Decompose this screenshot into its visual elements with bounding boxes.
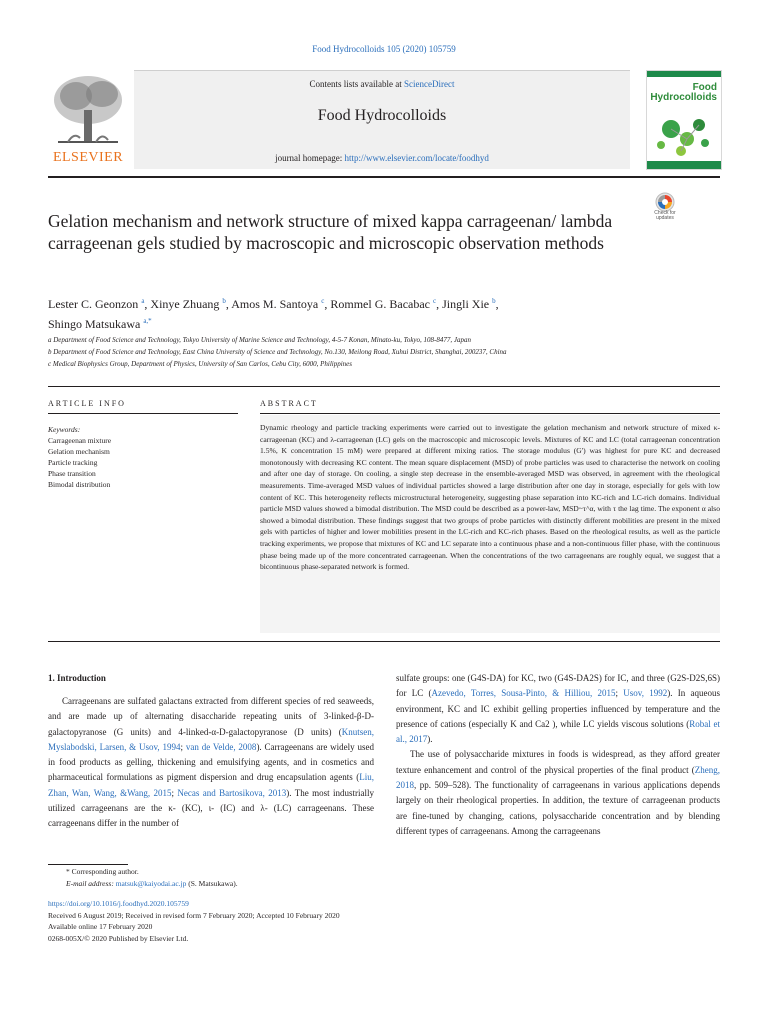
keyword: Phase transition — [48, 469, 96, 478]
keyword: Bimodal distribution — [48, 480, 111, 489]
citation-link[interactable]: Usov, 1992 — [623, 688, 668, 699]
check-for-updates-label — [652, 211, 678, 221]
keyword: Particle tracking — [48, 458, 98, 467]
keyword: Gelation mechanism — [48, 447, 110, 456]
email-suffix: (S. Matsukawa). — [186, 879, 238, 888]
masthead-banner — [134, 70, 630, 169]
author-affiliation-marker[interactable]: c — [433, 297, 437, 305]
intro-paragraph: The use of polysaccharide mixtures in foods is widespread, as they afford greater texture enhancement and control of the physical properties of the final product (Zheng, 2018, pp. 509–528). The functionality of carrageenans in various applications depends largely on their rheological properties. In addition, the texture of carrageenan products are fine-tuned by changing, cations, polysaccharide concentration and by blending different types of carrageenans. Among the carrageenans — [396, 749, 720, 836]
citation-link[interactable]: Zheng, 2018 — [396, 764, 720, 791]
author-separator: , — [495, 297, 499, 311]
journal-masthead — [48, 70, 720, 170]
corresponding-author-note: * Corresponding author. — [66, 867, 139, 876]
author-affiliation-marker[interactable]: c — [321, 297, 325, 305]
keywords-block — [48, 424, 238, 490]
author-name[interactable]: Amos M. Santoya — [231, 297, 319, 311]
header-rule — [48, 176, 720, 178]
citation-link[interactable]: van de Velde, 2008 — [185, 741, 257, 752]
intro-left-column — [48, 694, 374, 832]
footnotes — [48, 866, 720, 890]
abstract-heading: ABSTRACT — [260, 399, 318, 408]
journal-cover-thumbnail — [646, 70, 722, 170]
received-dates: Received 6 August 2019; Received in revised form 7 February 2020; Accepted 10 February 2020 — [48, 910, 340, 920]
author-name[interactable]: Xinye Zhuang — [150, 297, 220, 311]
author-separator: , — [225, 297, 232, 311]
publisher-name: ELSEVIER — [52, 150, 124, 165]
cover-title-line-1: Food — [692, 82, 717, 93]
author-name[interactable]: Jingli Xie — [442, 297, 490, 311]
keywords-label: Keywords: — [48, 425, 81, 434]
email-link[interactable]: matsuk@kaiyodai.ac.jp — [115, 879, 187, 888]
article-title: Gelation mechanism and network structure of mixed kappa carrageenan/ lambda carrageenan gels studied by macroscopic and microscopic observation methods — [48, 211, 613, 253]
cover-title-line-2: Hydrocolloids — [650, 92, 717, 103]
contents-line — [134, 79, 630, 89]
author-separator: , — [436, 297, 443, 311]
contents-prefix: Contents lists available at — [309, 79, 404, 89]
author — [48, 317, 152, 331]
author-affiliation-marker[interactable]: a — [141, 297, 145, 305]
journal-homepage-line — [134, 153, 630, 163]
section-heading-introduction: 1. Introduction — [48, 673, 106, 683]
author-affiliation-marker[interactable]: a,* — [143, 317, 152, 325]
email-label: E-mail address: — [66, 879, 116, 888]
intro-paragraph: sulfate groups: one (G4S-DA) for KC, two (G4S-DA2S) for IC, and three (G2S-D2S,6S) for LC (Azevedo, Torres, Sousa-Pinto, & Hilliou, 2015; Usov, 1992). In aqueous environment, KC and IC exhibit gelling properties influenced by temperature and the presence of cations (especially K and Ca2 ), while LC yields viscous solutions (Robal et al., 2017). — [396, 673, 720, 745]
intro-right-column — [396, 671, 720, 839]
author — [442, 297, 499, 311]
cover-molecule-icon — [647, 71, 721, 169]
publication-info — [48, 898, 720, 944]
check-badge-line-2: updates — [656, 215, 674, 221]
citation-link[interactable]: Azevedo, Torres, Sousa-Pinto, & Hilliou, 2015 — [431, 688, 616, 699]
journal-reference[interactable]: Food Hydrocolloids 105 (2020) 105759 — [312, 44, 456, 54]
author — [150, 297, 231, 311]
doi-link[interactable]: https://doi.org/10.1016/j.foodhyd.2020.105759 — [48, 899, 189, 908]
author — [231, 297, 330, 311]
article-info-rule — [48, 386, 720, 387]
intro-paragraph: Carrageenans are sulfated galactans extracted from different species of red seaweeds, and are made up of alternating disaccharide repeating units of 3-linked-β-D-galactopyranose (G units) and 4-linked-α-D-galactopyranose (D units) (Knutsen, Myslabodski, Larsen, & Usov, 1994; van de Velde, 2008). Carrageenans are widely used in food products as gelling, thickening and emulsifying agents, and in cosmetics and pharmaceutical formulations as pigment dispersion and drug encapsulation agents (Liu, Zhan, Wan, Wang, &Wang, 2015; Necas and Bartosikova, 2013). The most industrially utilized carrageenans are the κ- (KC), ι- (IC) and λ- (LC) carrageenans. These carrageenans differ in the number of — [48, 696, 374, 829]
journal-homepage-link[interactable]: http://www.elsevier.com/locate/foodhyd — [344, 153, 489, 163]
citation-link[interactable]: Knutsen, Myslabodski, Larsen, & Usov, 1994 — [48, 726, 374, 752]
author — [330, 297, 442, 311]
author — [48, 297, 150, 311]
author-separator: , — [144, 297, 151, 311]
author-name[interactable]: Rommel G. Bacabac — [330, 297, 430, 311]
journal-name: Food Hydrocolloids — [317, 107, 447, 124]
affiliation-list — [48, 334, 720, 370]
abstract-text: Dynamic rheology and particle tracking experiments were carried out to investigate the gelation mechanism and network structure of mixed κ-carrageenan (KC) and λ-carrageenan (LC) gels on the macroscopic and microscopic levels. Mixtures of KC and LC (total carrageenan concentration 1.5%, K concentration 15 mM) were prepared at different mixing ratios. The storage modulus (G') was highest for pure KC and decreased monotonously with decreasing KC content. The mean square displacement (MSD) of probe particles was used to characterise the network on cooling and after one day of storage. On cooling, a single step decrease in the ensemble-averaged MSD was observed, in agreement with the rheological measurements. Time-averaged MSD values of individual particles showed a large distribution after one day in storage, especially for gels with low content of KC. This heterogeneity reflects microstructural heterogeneity, suggesting phase separation into KC-rich and LC-rich domains. Individual particle MSD values showed a bimodal distribution. The MSD could be described as a power-law, MSD~τ^α, with τ the lag time. The exponent α also showed a bimodal distribution. These findings suggest that two groups of probe particles with distinctly different mobilities are present in the mixed gels with particles of higher and lower mobilities present in the LC-rich and KC-rich phases. Based on the rheological results, as well as the particle tracking experiments, we propose that mixtures of KC and LC separate into a continuous phase and a non-continuous filler phase, with the continuous phase being made up of the more concentrated carrageenan. When the concentrations of the two carrageenans are roughly equal, we suggest that a bicontinuous phase-separated network is formed. — [260, 423, 720, 572]
elsevier-tree-icon — [48, 70, 128, 150]
author-affiliation-marker[interactable]: b — [492, 297, 496, 305]
available-online-date: Available online 17 February 2020 — [48, 922, 153, 931]
sciencedirect-link[interactable]: ScienceDirect — [404, 79, 455, 89]
keyword: Carrageenan mixture — [48, 436, 112, 445]
check-for-updates-button[interactable] — [652, 192, 678, 226]
author-affiliation-marker[interactable]: b — [222, 297, 226, 305]
author-list — [48, 293, 648, 333]
citation-link[interactable]: Robal et al., 2017 — [396, 718, 720, 745]
citation-link[interactable]: Liu, Zhan, Wan, Wang, &Wang, 2015 — [48, 772, 374, 798]
article-info-underline — [48, 413, 238, 414]
article-info-heading: ARTICLE INFO — [48, 399, 126, 408]
abstract-underline — [260, 413, 720, 414]
copyright-notice: 0268-005X/© 2020 Published by Elsevier Ltd. — [48, 933, 189, 943]
author-separator: , — [324, 297, 331, 311]
affiliation: c Medical Biophysics Group, Department of Physics, University of San Carlos, Cebu City, 6000, Philippines — [48, 360, 353, 368]
footnote-rule — [48, 864, 128, 865]
affiliation: b Department of Food Science and Technology, East China University of Science and Technology, No.130, Meilong Road, Xuhui District, Shanghai, 200237, China — [48, 348, 507, 356]
citation-link[interactable]: Necas and Bartosikova, 2013 — [177, 787, 287, 798]
author-name[interactable]: Lester C. Geonzon — [48, 297, 139, 311]
affiliation: a Department of Food Science and Technology, Tokyo University of Marine Science and Technology, 4-5-7 Konan, Minato-ku, Tokyo, 108-8477, Japan — [48, 336, 471, 344]
check-for-updates-icon — [652, 192, 678, 212]
email-note — [48, 878, 720, 890]
abstract-bottom-rule — [48, 641, 720, 642]
homepage-prefix: journal homepage: — [275, 153, 345, 163]
elsevier-logo — [48, 70, 128, 170]
author-name[interactable]: Shingo Matsukawa — [48, 317, 141, 331]
check-badge-line-1: Check for — [654, 210, 676, 216]
